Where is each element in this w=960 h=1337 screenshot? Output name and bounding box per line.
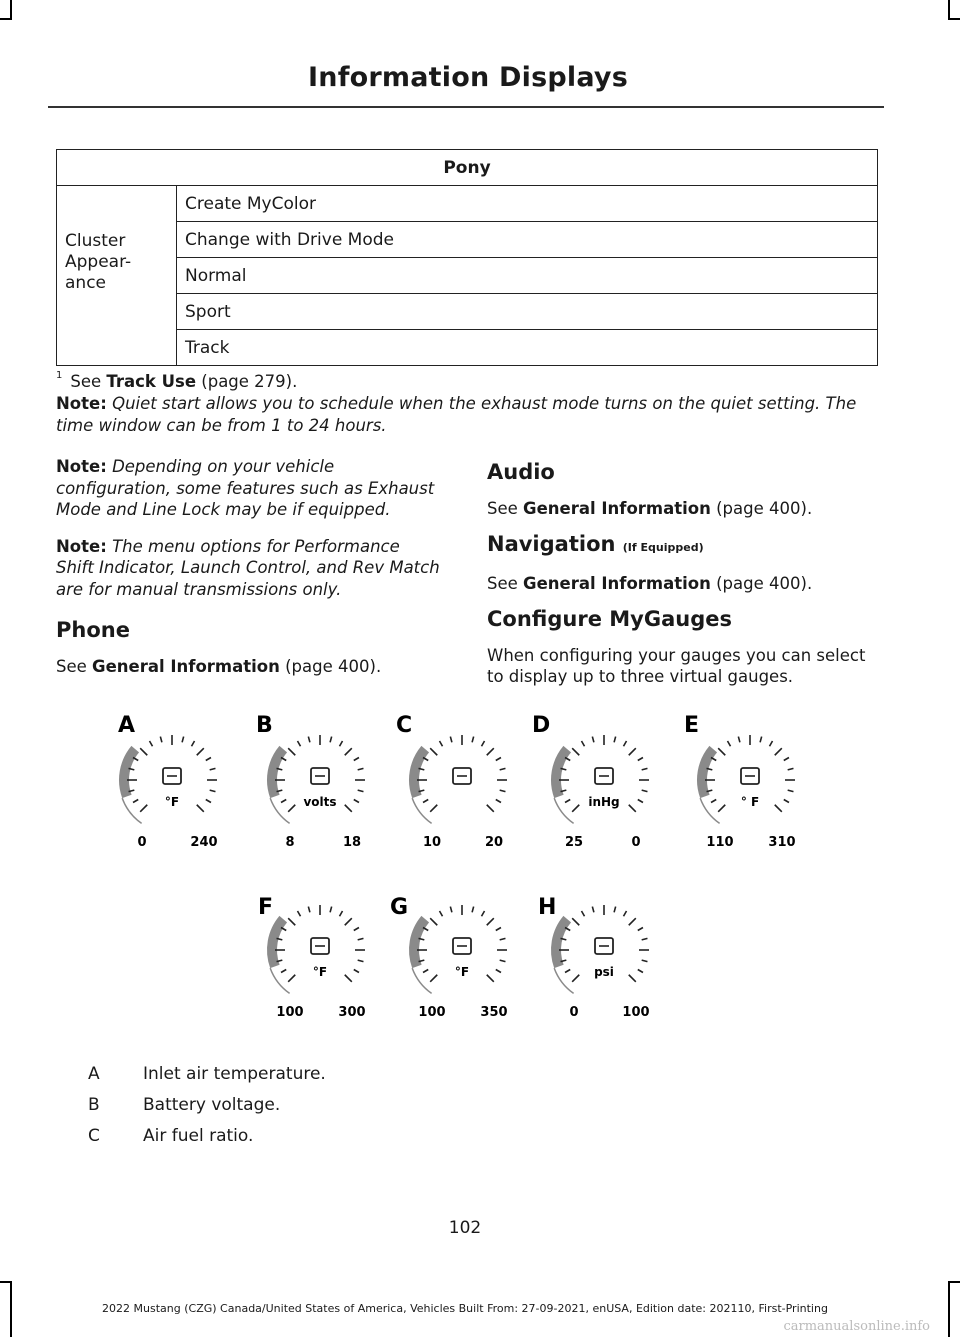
mygauges-heading: Configure MyGauges — [487, 607, 732, 631]
gauge-max: 310 — [768, 835, 796, 850]
table-heading: Pony — [57, 150, 878, 186]
gauge-letter: E — [684, 713, 700, 738]
gauge-min: 8 — [285, 835, 295, 850]
legend-item: C Air fuel ratio. — [88, 1126, 254, 1146]
pony-settings-table — [56, 149, 878, 366]
crop-mark — [10, 0, 12, 20]
navigation-heading: Navigation (If Equipped) — [487, 532, 704, 556]
gauge-min: 10 — [422, 835, 442, 850]
title-divider — [48, 106, 884, 108]
gauge-max: 0 — [631, 835, 641, 850]
phone-heading: Phone — [56, 618, 130, 642]
gauge-letter: G — [390, 895, 409, 920]
gauge-max: 100 — [622, 1005, 650, 1020]
page-title: Information Displays — [308, 62, 628, 93]
config-note: Note: Depending on your vehicle configuration, some features such as Exhaust Mode and Line Lock may be if equipped. — [56, 457, 435, 519]
gauge-letter: F — [258, 895, 274, 920]
legend-item: B Battery voltage. — [88, 1095, 281, 1115]
gauge-unit: °F — [164, 795, 180, 809]
gauge-min: 0 — [137, 835, 147, 850]
gauge-b — [256, 713, 365, 850]
edition-line: 2022 Mustang (CZG) Canada/United States of America, Vehicles Built From: 27-09-2021, enUSA, Edition date: 202110, First-Printing — [102, 1302, 828, 1315]
gauge-unit: ° F — [740, 795, 760, 809]
oil-pressure-icon — [595, 938, 613, 954]
gauge-max: 240 — [190, 835, 218, 850]
audio-link[interactable]: General Information — [523, 498, 711, 518]
footnote: $^1$ See Track Use (page 279). — [56, 370, 298, 391]
navigation-text: See General Information (page 400). — [487, 573, 813, 593]
gauge-legend — [88, 1064, 326, 1157]
gauge-g — [390, 895, 508, 1020]
crop-mark — [948, 1281, 960, 1283]
gauge-h — [538, 895, 650, 1020]
page-number: 102 — [448, 1218, 482, 1238]
transmission-temp-icon — [311, 938, 329, 954]
gauge-max: 20 — [484, 835, 504, 850]
gauge-a — [118, 713, 218, 850]
gauge-unit: inHg — [588, 795, 620, 809]
gauge-letter: B — [256, 713, 273, 738]
phone-link[interactable]: General Information — [92, 656, 280, 676]
gauge-min: 0 — [569, 1005, 579, 1020]
crop-mark — [948, 0, 950, 20]
crop-mark — [948, 1281, 950, 1337]
battery-icon — [311, 768, 329, 784]
gauge-letter: H — [538, 895, 557, 920]
table-cell: Sport — [177, 294, 878, 330]
gauge-unit: volts — [303, 795, 337, 809]
crop-mark — [0, 18, 12, 20]
gauge-e — [684, 713, 796, 850]
gauge-max: 300 — [338, 1005, 366, 1020]
table-cell: Track — [177, 330, 878, 366]
gauge-unit: psi — [594, 965, 614, 979]
audio-text: See General Information (page 400). — [487, 498, 813, 518]
vacuum-icon — [595, 768, 613, 784]
phone-text: See General Information (page 400). — [56, 656, 382, 676]
navigation-link[interactable]: General Information — [523, 573, 711, 593]
gauge-letter: D — [532, 713, 551, 738]
gauge-min: 25 — [564, 835, 584, 850]
quiet-start-note: Note: Quiet start allows you to schedule when the exhaust mode turns on the quiet setting. The time window can be from 1 to 24 hours. — [56, 394, 857, 435]
gauge-letter: A — [118, 713, 136, 738]
gauge-unit: °F — [312, 965, 328, 979]
mygauges-text: When configuring your gauges you can select to display up to three virtual gauges. — [487, 645, 866, 686]
left-column — [56, 456, 441, 692]
gauge-unit: °F — [454, 965, 470, 979]
gauge-max: 18 — [342, 835, 362, 850]
table-cell: Change with Drive Mode — [177, 222, 878, 258]
gauge-f — [258, 895, 366, 1020]
footnote-link[interactable]: Track Use — [106, 372, 197, 391]
right-column — [487, 456, 887, 703]
gauge-d — [532, 713, 649, 850]
coolant-temp-icon — [453, 938, 471, 954]
air-fuel-icon — [453, 768, 471, 784]
gauge-min: 110 — [706, 835, 734, 850]
watermark[interactable]: carmanualsonline.info — [783, 1319, 930, 1334]
gauge-min: 100 — [276, 1005, 304, 1020]
table-group-label: Cluster Appear- ance — [57, 186, 177, 366]
menu-note: Note: The menu options for Performance Shift Indicator, Launch Control, and Rev Match are for manual transmissions only. — [56, 536, 440, 599]
gauge-min: 100 — [418, 1005, 446, 1020]
inlet-air-icon — [163, 768, 181, 784]
crop-mark — [0, 1281, 12, 1283]
gauge-c — [396, 713, 507, 850]
gauge-letter: C — [396, 713, 413, 738]
audio-heading: Audio — [487, 460, 555, 484]
gauge-max: 350 — [480, 1005, 508, 1020]
legend-item: A Inlet air temperature. — [88, 1064, 326, 1084]
engine-oil-temp-icon — [741, 768, 759, 784]
gauges-illustration — [0, 700, 960, 1030]
table-cell: Create MyColor — [177, 186, 878, 222]
crop-mark — [948, 18, 960, 20]
table-cell: Normal — [177, 258, 878, 294]
